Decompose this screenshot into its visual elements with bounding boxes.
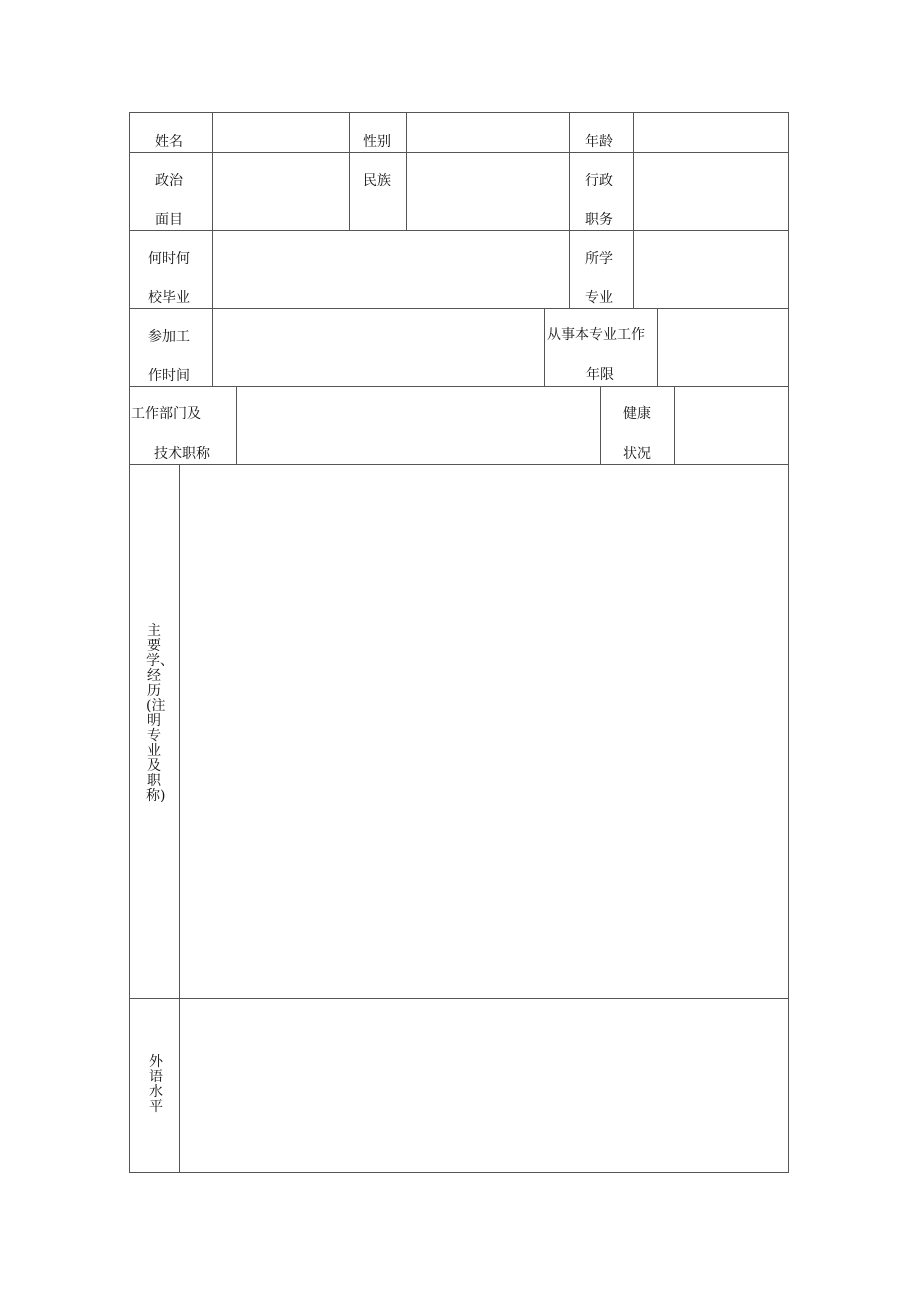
department-field[interactable] [237,387,600,464]
major-label-line2: 专业 [585,290,613,306]
experience-label: 主要学、经历(注明专业及职称) [146,623,174,804]
admin-position-field[interactable] [634,153,788,230]
health-field[interactable] [675,387,788,464]
graduation-label-line1: 何时何 [148,251,190,267]
start-work-label-line2: 作时间 [148,368,190,384]
experience-field[interactable] [180,465,788,998]
start-work-label-line1: 参加工 [148,329,190,345]
gender-field[interactable] [407,113,569,152]
health-label-line1: 健康 [623,406,651,422]
language-level-label: 外语水平 [149,1054,163,1115]
years-in-field-label-line2: 年限 [586,367,614,383]
years-in-field-label-line1: 从事本专业工作 [547,327,645,343]
language-level-field[interactable] [180,999,788,1172]
graduation-label-line2: 校毕业 [148,290,190,306]
graduation-field[interactable] [213,231,569,308]
col-divider [349,112,350,230]
col-divider [569,230,570,308]
start-work-field[interactable] [213,309,544,386]
gender-label: 性别 [363,134,391,150]
col-divider [544,308,545,386]
political-status-field[interactable] [213,153,349,230]
political-status-label-line1: 政治 [155,173,183,189]
department-label-line1: 工作部门及 [131,406,201,422]
age-label: 年龄 [585,134,613,150]
department-label-line2: 技术职称 [154,446,210,462]
name-field[interactable] [213,113,349,152]
col-divider [600,386,601,464]
name-label: 姓名 [155,134,183,150]
ethnicity-label: 民族 [363,173,391,189]
major-field[interactable] [634,231,788,308]
ethnicity-field[interactable] [407,153,569,230]
health-label-line2: 状况 [623,446,651,462]
admin-position-label-line1: 行政 [585,173,613,189]
age-field[interactable] [634,113,788,152]
col-divider [569,112,570,230]
political-status-label-line2: 面目 [155,212,183,228]
years-in-field-field[interactable] [658,309,788,386]
major-label-line1: 所学 [585,251,613,267]
admin-position-label-line2: 职务 [585,212,613,228]
